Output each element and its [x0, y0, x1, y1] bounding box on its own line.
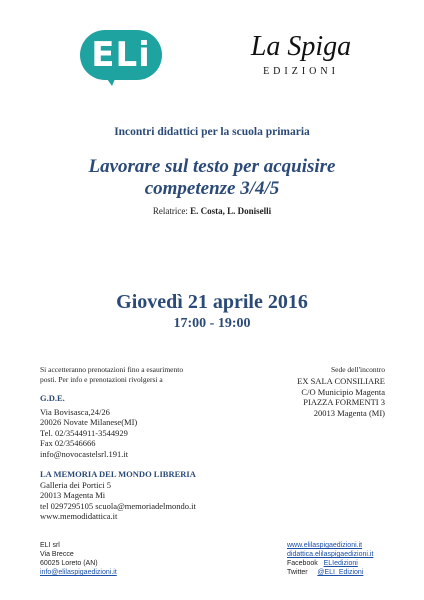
twitter-label: Twitter	[287, 569, 308, 576]
library-line: Galleria dei Portici 5	[40, 479, 112, 490]
facebook-link[interactable]: ELIedizioni	[323, 560, 358, 567]
footer-line: Via Brecce	[40, 551, 74, 558]
footer-address	[40, 541, 117, 577]
venue-line: 20013 Magenta (MI)	[313, 407, 385, 418]
footer-line: ELI srl	[40, 542, 60, 549]
footer-contacts	[287, 541, 373, 577]
page-title	[0, 156, 424, 200]
page-subtitle: Incontri didattici per la scuola primaria	[114, 126, 310, 138]
speakers-label: Relatrice:	[152, 206, 188, 216]
la-spiga-edizioni: EDIZIONI	[263, 66, 339, 77]
venue-line: PIAZZA FORMENTI 3	[303, 397, 385, 407]
eli-logo-text: ELi	[91, 35, 151, 75]
org-name: G.D.E.	[40, 393, 65, 403]
booking-note-2: posti. Per info e prenotazioni rivolgersi a	[40, 375, 163, 384]
la-spiga-logo: La Spiga	[250, 31, 352, 62]
speakers	[0, 206, 424, 216]
venue-info	[270, 365, 385, 418]
org-line: Via Bovisasca,24/26	[40, 406, 110, 417]
title-line-1: Lavorare sul testo per acquisire	[88, 156, 336, 177]
venue-line: C/O Municipio Magenta	[301, 386, 385, 397]
library-line: 20013 Magenta Mi	[40, 490, 106, 500]
org-line: Tel. 02/3544911-3544929	[40, 427, 128, 438]
speakers-names: E. Costa, L. Doniselli	[190, 206, 272, 216]
org-line: 20026 Novate Milanese(MI)	[40, 417, 138, 427]
event-time: 17:00 - 19:00	[173, 316, 251, 331]
library-name: LA MEMORIA DEL MONDO LIBRERIA	[40, 469, 196, 479]
didattica-link[interactable]: didattica.elilaspigaedizioni.it	[287, 551, 374, 558]
org-email: info@novocastelsrl.191.it	[40, 448, 129, 459]
facebook-label: Facebook	[287, 560, 318, 567]
venue-line: EX SALA CONSILIARE	[297, 376, 385, 386]
venue-label: Sede dell'incontro	[330, 365, 385, 374]
event-date: Giovedì 21 aprile 2016	[116, 291, 308, 313]
website-link[interactable]: www.elilaspigaedizioni.it	[287, 542, 363, 549]
footer-line: 60025 Loreto (AN)	[40, 560, 98, 567]
library-line: tel 0297295105 scuola@memoriadelmondo.it	[40, 500, 196, 511]
booking-info	[40, 365, 240, 522]
title-line-2: competenze 3/4/5	[144, 178, 280, 199]
footer-email-link[interactable]: info@elilaspigaedizioni.it	[40, 569, 117, 576]
twitter-link[interactable]: @ELI_Edizioni	[317, 569, 364, 576]
booking-note-1: Si accetteranno prenotazioni fino a esaurimento	[40, 365, 184, 374]
library-website: www.memodidattica.it	[40, 511, 118, 521]
org-line: Fax 02/3546666	[40, 438, 96, 448]
eli-logo	[80, 30, 162, 88]
